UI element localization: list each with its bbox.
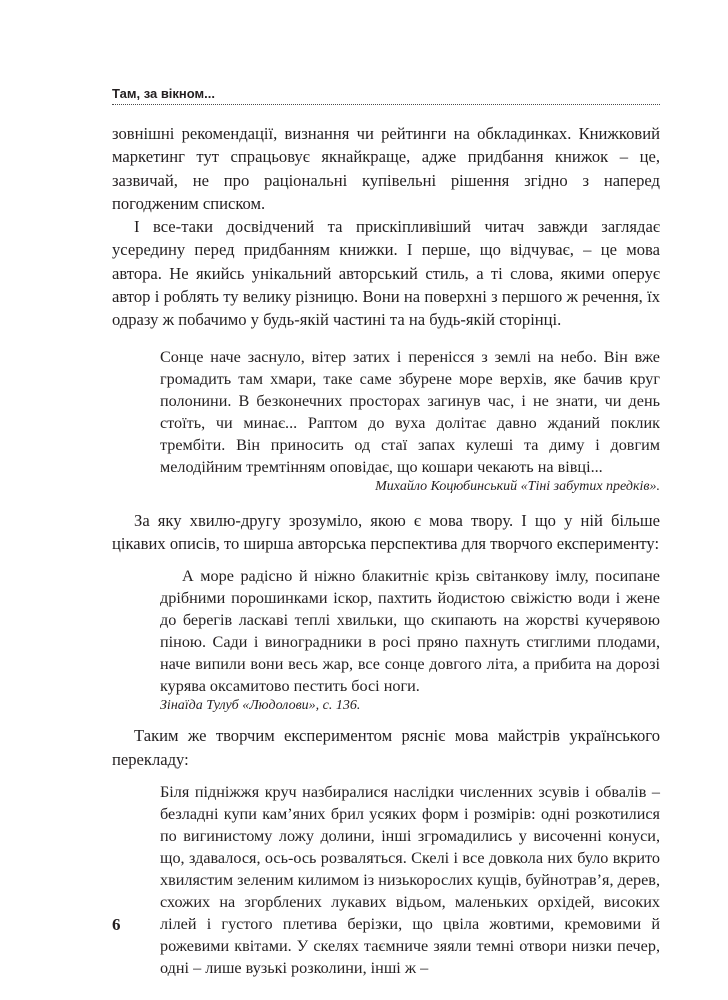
- quote-text: Біля підніжжя круч назбиралися наслідки численних зсувів і обвалів – безладні купи кам’яних брил усяких форм і розмірів: одні розкотилися по вигинистому ложу долини, інші згромадились у височенні конуси, що, здавалося, ось-ось розваляться. Скелі і все довкола них було вкрито хвилястим зеленим килимом із низькорослих кущів, буйнотрав’я, дерев, схожих на згорблених лукавих відьом, маленьких орхідей, високих лілей і густого плетива берізки, що цвіла жовтими, кремовими й рожевими квітами. У скелях таємниче зяяли темні отвори низки печер, одні – лише вузькі розколини, інші ж –: [160, 782, 660, 977]
- page-body: [112, 122, 660, 979]
- paragraph-reader-language: І все-таки досвідчений та прискіпливіший читач завжди заглядає усередину перед придбанням книжки. І перше, що відчуває, – це мова автора. Не якийсь унікальний авторський стиль, а ті слова, якими оперує автор і роблять ту велику різницю. Вони на поверхні з першого ж речення, їх одразу ж побачимо у будь-якій частині та на будь-якій сторінці.: [112, 217, 660, 330]
- running-head: [112, 86, 660, 105]
- quote-tulub: [160, 565, 660, 714]
- quote-text: А море радісно й ніжно блакитніє крізь світанкову імлу, посипане дрібними порошинками іскор, пахтить йодистою свіжістю води і жене до берегів ласкаві теплі хвильки, що скипають на жорстві кучерявою піною. Сади і виноградники в росі пряно пахнуть стиглими плодами, наче випили вони весь жар, все сонце довгого літа, а прибита на дорозі курява оксамитово пестить босі ноги.: [160, 567, 660, 696]
- quote-translation: [160, 781, 660, 979]
- quote-kotsiubynsky: [160, 346, 660, 495]
- quote-attribution: Зінаїда Тулуб «Людолови», с. 136.: [160, 698, 361, 714]
- quote-attribution: Михайло Коцюбинський «Тіні забутих предків».: [375, 478, 660, 494]
- quote-text: Сонце наче заснуло, вітер затих і перенісся з землі на небо. Він вже громадить там хмари, таке саме збурене море верхів, яке бачив круг полонини. В безконечних просторах загинув час, і не знати, чи день стоїть, чи минає... Раптом до вуха долітає давно жданий поклик трембіти. Він приносить од стаї запах кулеші та диму і довгим мелодійним тремтінням оповідає, що кошари чекають на вівці...: [160, 347, 660, 476]
- paragraph-language-of-work: За яку хвилю-другу зрозуміло, якою є мова твору. І що у ній більше цікавих описів, то ширша авторська перспектива для творчого експерименту:: [112, 510, 660, 553]
- paragraph-translators: Таким же творчим експериментом рясніє мова майстрів українського перекладу:: [112, 726, 660, 769]
- page-number: 6: [112, 915, 121, 934]
- paragraph-continuation: зовнішні рекомендації, визнання чи рейтинги на обкладинках. Книжковий маркетинг тут спрацьовує якнайкраще, адже придбання книжок – це, зазвичай, не про раціональні купівельні рішення згідно з наперед погодженим списком.: [112, 124, 660, 213]
- running-title: Там, за вікном...: [112, 86, 216, 101]
